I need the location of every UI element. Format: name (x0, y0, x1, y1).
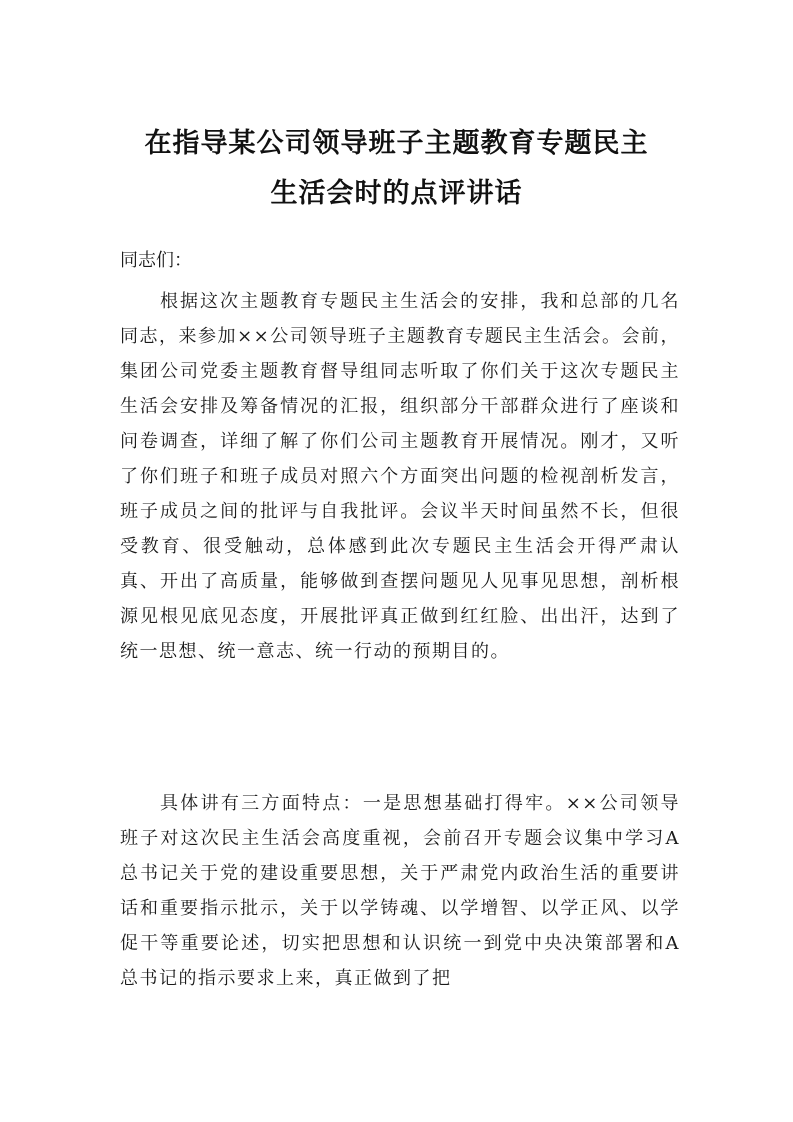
paragraph-1: 根据这次主题教育专题民主生活会的安排，我和总部的几名同志，来参加××公司领导班子主题教育专题民主生活会。会前，集团公司党委主题教育督导组同志听取了你们关于这次专题民主生活会安排及筹备情况的汇报，组织部分干部群众进行了座谈和问卷调查，详细了解了你们公司主题教育开展情况。刚才，又听了你们班子和班子成员对照六个方面突出问题的检视剖析发言，班子成员之间的批评与自我批评。会议半天时间虽然不长，但很受教育、很受触动，总体感到此次专题民主生活会开得严肃认真、开出了高质量，能够做到查摆问题见人见事见思想，剖析根源见根见底见态度，开展批评真正做到红红脸、出出汗，达到了统一思想、统一意志、统一行动的预期目的。 (120, 291, 680, 662)
salutation: 同志们： (120, 250, 192, 271)
paragraph-2: 具体讲有三方面特点：一是思想基础打得牢。××公司领导班子对这次民主生活会高度重视，会前召开专题会议集中学习A总书记关于党的建设重要思想，关于严肃党内政治生活的重要讲话和重要指示批示，关于以学铸魂、以学增智、以学正风、以学促干等重要论述，切实把思想和认识统一到党中央决策部署和A总书记的指示要求上来，真正做到了把 (120, 793, 680, 989)
document-title-line-2: 生活会时的点评讲话 (270, 178, 523, 209)
document-title-line-1: 在指导某公司领导班子主题教育专题民主 (144, 128, 649, 159)
